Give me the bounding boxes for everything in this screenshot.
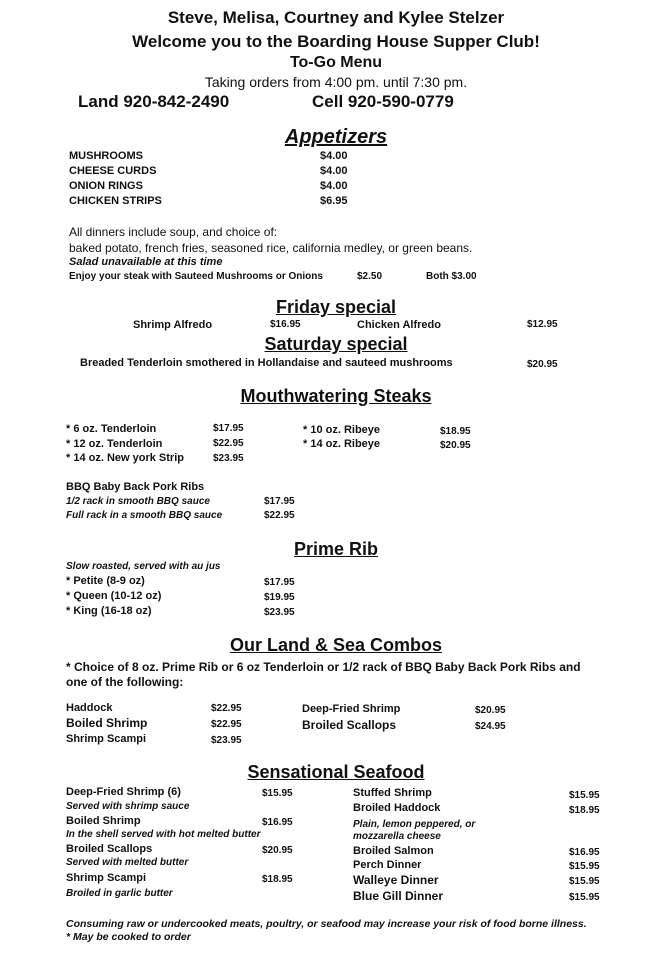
special-item: Chicken Alfredo [357,319,441,331]
seafood-note: Plain, lemon peppered, or [353,819,476,830]
salad-note: Salad unavailable at this time [69,256,223,268]
appetizer-price: $4.00 [320,165,348,177]
special-price: $16.95 [270,319,301,330]
header-line-3: To-Go Menu [289,54,383,71]
seafood-item: Deep-Fried Shrimp (6) [66,786,181,798]
combo-item: Broiled Scallops [302,718,397,732]
seafood-price: $20.95 [262,845,293,856]
combo-price: $22.95 [211,703,242,714]
seafood-item: Perch Dinner [353,859,422,871]
seafood-item: Boiled Shrimp [66,815,141,827]
saturday-special-title: Saturday special [264,334,408,354]
steak-price: $18.95 [440,426,471,437]
ribs-option: 1/2 rack in smooth BBQ sauce [66,496,210,507]
seafood-note: Broiled in garlic butter [66,888,173,899]
ribs-price: $22.95 [264,510,295,521]
cell-phone: Cell 920-590-0779 [312,92,454,111]
combos-description: * Choice of 8 oz. Prime Rib or 6 oz Tenderloin or 1/2 rack of BBQ Baby Back Pork Ribs and [66,660,581,674]
seafood-note: Served with melted butter [66,857,189,868]
prime-rib-size: * King (16-18 oz) [66,605,152,617]
seafood-item: Broiled Haddock [353,802,441,814]
prime-rib-size: * Queen (10-12 oz) [66,590,162,602]
steak-addon-both: Both $3.00 [426,271,477,282]
steak-name: * 10 oz. Ribeye [303,424,381,436]
seafood-item: Shrimp Scampi [66,872,147,884]
combo-item: Haddock [66,702,113,714]
seafood-price: $15.95 [569,892,600,903]
combo-item: Shrimp Scampi [66,733,147,745]
header-line-1: Steve, Melisa, Courtney and Kylee Stelzer [167,8,505,27]
dinners-include: All dinners include soup, and choice of: [69,225,278,239]
steak-name: * 14 oz. New york Strip [66,452,184,464]
seafood-price: $15.95 [569,861,600,872]
combos-title: Our Land & Sea Combos [229,635,443,655]
special-item: Shrimp Alfredo [133,319,213,331]
seafood-item: Blue Gill Dinner [353,889,444,903]
prime-rib-title: Prime Rib [293,539,379,559]
steak-price: $23.95 [213,453,244,464]
seafood-note: In the shell served with hot melted butter [66,829,261,840]
steak-name: * 6 oz. Tenderloin [66,423,157,435]
appetizer-name: CHICKEN STRIPS [69,195,162,207]
ribs-title: BBQ Baby Back Pork Ribs [66,481,205,493]
prime-rib-price: $19.95 [264,592,295,603]
food-safety-warning: Consuming raw or undercooked meats, poultry, or seafood may increase your risk of food borne illness. [66,918,587,930]
steak-name: * 14 oz. Ribeye [303,438,381,450]
combo-price: $20.95 [475,705,506,716]
seafood-note: Served with shrimp sauce [66,801,190,812]
steaks-title: Mouthwatering Steaks [240,386,432,406]
seafood-price: $18.95 [262,874,293,885]
seafood-price: $15.95 [262,788,293,799]
appetizer-name: MUSHROOMS [69,150,143,162]
special-price: $12.95 [527,319,558,330]
seafood-item: Stuffed Shrimp [353,787,432,799]
seafood-price: $15.95 [569,790,600,801]
steak-addon: Enjoy your steak with Sauteed Mushrooms or Onions [69,271,323,282]
appetizer-price: $6.95 [320,195,348,207]
prime-rib-size: * Petite (8-9 oz) [66,575,145,587]
combo-price: $23.95 [211,735,242,746]
prime-rib-price: $23.95 [264,607,295,618]
combos-description: one of the following: [66,675,184,689]
seafood-price: $16.95 [569,847,600,858]
ribs-price: $17.95 [264,496,295,507]
dinner-sides: baked potato, french fries, seasoned rice, california medley, or green beans. [69,241,473,255]
steak-price: $20.95 [440,440,471,451]
appetizer-price: $4.00 [320,180,348,192]
appetizer-name: ONION RINGS [69,180,143,192]
ribs-option: Full rack in a smooth BBQ sauce [66,510,223,521]
combo-price: $24.95 [475,721,506,732]
appetizer-name: CHEESE CURDS [69,165,157,177]
combo-price: $22.95 [211,719,242,730]
steak-price: $22.95 [213,438,244,449]
header-line-2: Welcome you to the Boarding House Supper Club! [132,32,540,51]
friday-special-title: Friday special [275,297,397,317]
special-price: $20.95 [527,359,558,370]
order-hours: Taking orders from 4:00 pm. until 7:30 pm. [204,74,468,90]
combo-item: Deep-Fried Shrimp [302,703,401,715]
seafood-item: Broiled Salmon [353,845,434,857]
cook-to-order-note: * May be cooked to order [66,931,191,943]
steak-addon-price: $2.50 [357,271,383,282]
prime-rib-price: $17.95 [264,577,295,588]
seafood-price: $15.95 [569,876,600,887]
seafood-price: $16.95 [262,817,293,828]
appetizers-title: Appetizers [284,126,388,148]
seafood-item: Broiled Scallops [66,843,153,855]
seafood-note: mozzarella cheese [353,831,441,842]
steak-name: * 12 oz. Tenderloin [66,438,163,450]
seafood-title: Sensational Seafood [247,762,425,782]
seafood-price: $18.95 [569,805,600,816]
appetizer-price: $4.00 [320,150,348,162]
steak-price: $17.95 [213,423,244,434]
seafood-item: Walleye Dinner [353,873,439,887]
prime-rib-note: Slow roasted, served with au jus [66,561,221,572]
combo-item: Boiled Shrimp [66,716,148,730]
special-item: Breaded Tenderloin smothered in Hollandaise and sauteed mushrooms [80,357,453,369]
land-phone: Land 920-842-2490 [78,92,230,111]
